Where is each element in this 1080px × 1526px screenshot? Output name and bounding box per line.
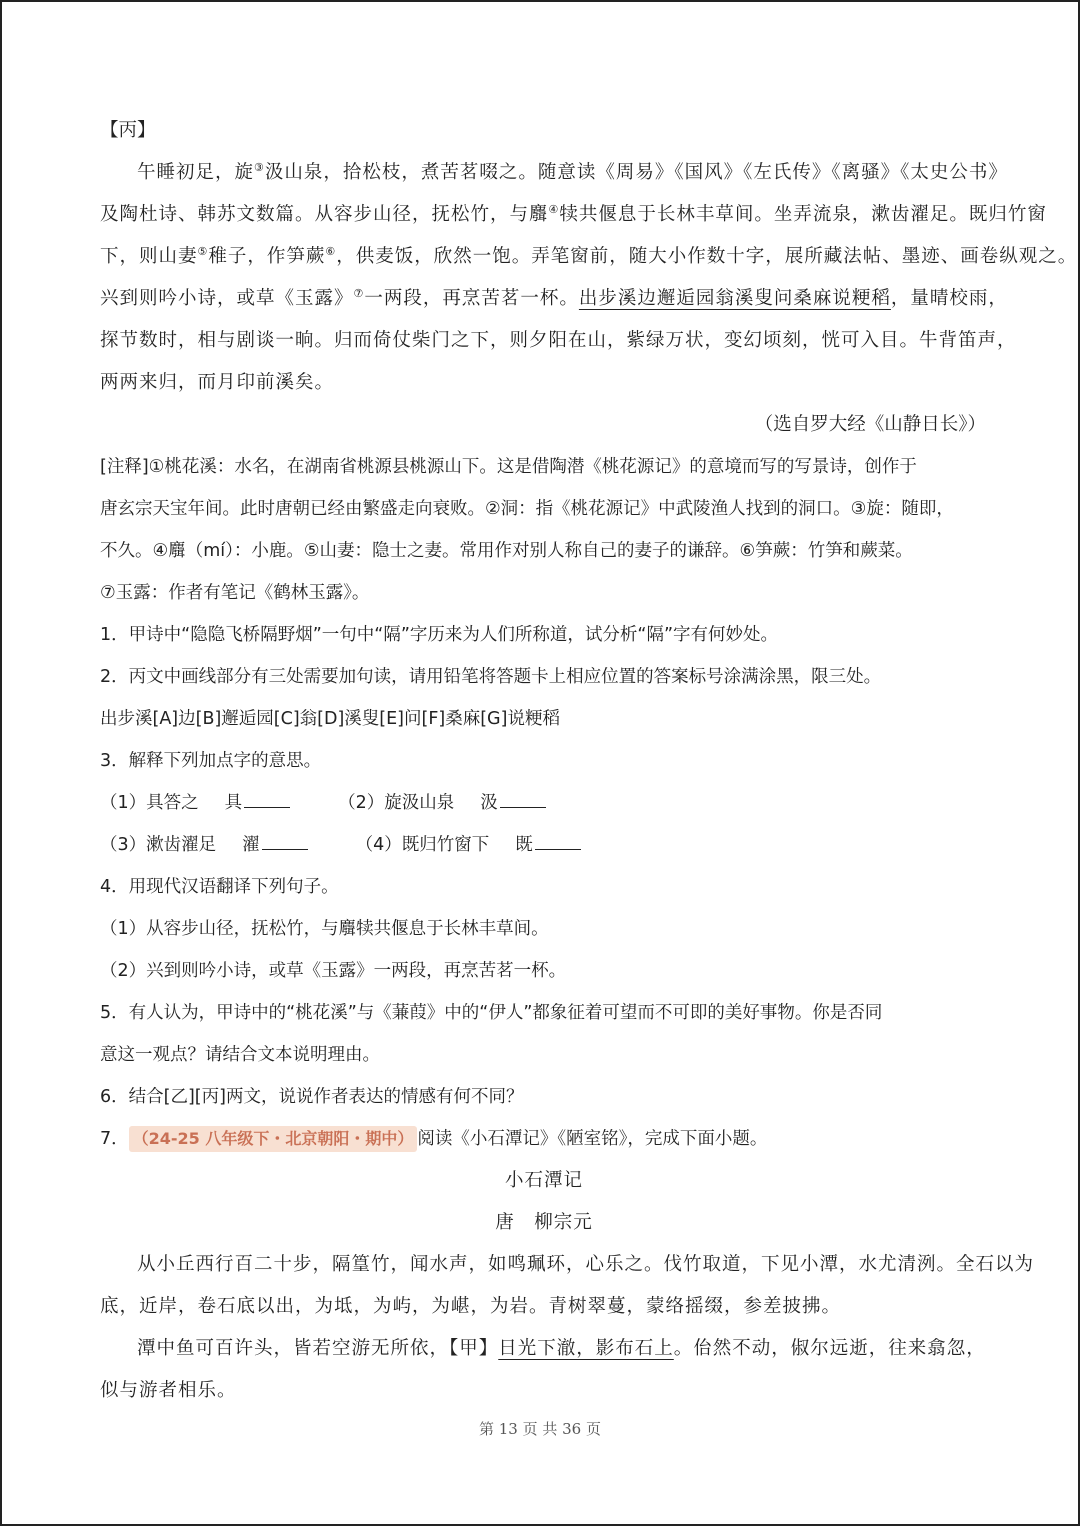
passage-line: 午睡初足，旋③汲山泉，拾松枝，煮苦茗啜之。随意读《周易》《国风》《左氏传》《离骚》《太史公书》 <box>137 160 1008 183</box>
source-badge[interactable]: （24-25 八年级下・北京朝阳・期中） <box>129 1126 418 1152</box>
question-7: 7． （24-25 八年级下・北京朝阳・期中） 阅读《小石潭记》《陋室铭》，完成下面小题。 <box>100 1118 988 1160</box>
underlined-phrase: 日光下澈，影布石上 <box>498 1338 674 1359</box>
underlined-phrase: 出步溪边邂逅园翁溪叟问桑麻说粳稻 <box>578 288 891 309</box>
passage-line: 潭中鱼可百许头，皆若空游无所依，【甲】日光下澈，影布石上。佁然不动，俶尔远逝，往来翕忽， <box>137 1338 986 1359</box>
answer-blank[interactable] <box>244 789 290 808</box>
page-number: 第 13 页 共 36 页 <box>478 1420 601 1438</box>
question-3-row-2: （3）漱齿濯足 濯 （4）既归竹窗下 既 <box>100 824 988 866</box>
question-4: 4．用现代汉语翻译下列句子。 <box>100 877 339 897</box>
question-1: 1．甲诗中“隐隐飞桥隔野烟”一句中“隔”字历来为人们所称道，试分析“隔”字有何妙处。 <box>100 625 779 645</box>
answer-blank[interactable] <box>535 831 581 850</box>
question-3: 3．解释下列加点字的意思。 <box>100 751 322 771</box>
answer-blank[interactable] <box>262 831 308 850</box>
note-line: 唐玄宗天宝年间。此时唐朝已经由繁盛走向衰败。②洞：指《桃花源记》中武陵渔人找到的洞口。③旋：随即， <box>100 499 954 519</box>
page-content <box>100 110 1078 1412</box>
note-line: ⑦玉露：作者有笔记《鹤林玉露》。 <box>100 583 370 603</box>
passage-line: 从小丘西行百二十步，隔篁竹，闻水声，如鸣珮环，心乐之。伐竹取道，下见小潭，水尤清洌。全石以为 <box>137 1254 1035 1275</box>
question-3-row-1: （1）具答之 具 （2）旋汲山泉 汲 <box>100 782 988 824</box>
passage-line: 兴到则吟小诗，或草《玉露》⑦一两段，再烹苦茗一杯。出步溪边邂逅园翁溪叟问桑麻说粳稻，量晴校雨， <box>100 286 1008 309</box>
question-2: 2．丙文中画线部分有三处需要加句读，请用铅笔将答题卡上相应位置的答案标号涂满涂黑，限三处。 <box>100 667 882 687</box>
questions <box>100 614 988 1160</box>
note-line: [注释]①桃花溪：水名，在湖南省桃源县桃源山下。这是借陶潜《桃花源记》的意境而写的写景诗，创作于 <box>100 457 917 477</box>
passage-source: （选自罗大经《山静日长》） <box>754 414 986 435</box>
passage-line: 探节数时，相与剧谈一晌。归而倚仗柴门之下，则夕阳在山，紫绿万状，变幻顷刻，恍可入目。牛背笛声， <box>100 330 1017 351</box>
passage-bing <box>100 152 1078 404</box>
passage-line: 两两来归，而月印前溪矣。 <box>100 372 335 393</box>
question-5-cont: 意这一观点？请结合文本说明理由。 <box>100 1045 380 1065</box>
question-6: 6．结合[乙][丙]两文，说说作者表达的情感有何不同？ <box>100 1087 524 1107</box>
section-label: 【丙】 <box>100 120 156 141</box>
passage-author: 唐 柳宗元 <box>495 1212 593 1233</box>
question-4-2: （2）兴到则吟小诗，或草《玉露》一两段，再烹苦茗一杯。 <box>100 961 567 981</box>
passage-line: 及陶杜诗、韩苏文数篇。从容步山径，抚松竹，与麛④犊共偃息于长林丰草间。坐弄流泉，漱齿濯足。既归竹窗 <box>100 202 1047 225</box>
passage-line: 底，近岸，卷石底以出，为坻，为屿，为嵁，为岩。青树翠蔓，蒙络摇缀，参差披拂。 <box>100 1296 842 1317</box>
passage-title: 小石潭记 <box>504 1170 583 1191</box>
question-4-1: （1）从容步山径，抚松竹，与麛犊共偃息于长林丰草间。 <box>100 919 549 939</box>
passage-line: 似与游者相乐。 <box>100 1380 237 1401</box>
question-2-options: 出步溪[A]边[B]邂逅园[C]翁[D]溪叟[E]问[F]桑麻[G]说粳稻 <box>100 709 560 729</box>
note-line: 不久。④麛（mí）：小鹿。⑤山妻：隐士之妻。常用作对别人称自己的妻子的谦辞。⑥笋蕨：竹笋和蕨菜。 <box>100 541 913 561</box>
passage-xiaoshitan <box>100 1160 1035 1412</box>
answer-blank[interactable] <box>500 789 546 808</box>
notes <box>100 446 988 614</box>
passage-line: 下，则山妻⑤稚子，作笋蕨⑥，供麦饭，欣然一饱。弄笔窗前，随大小作数十字，展所藏法帖、墨迹、画卷纵观之。 <box>100 244 1078 267</box>
question-5: 5．有人认为，甲诗中的“桃花溪”与《蒹葭》中的“伊人”都象征着可望而不可即的美好事物。你是否同 <box>100 1003 883 1023</box>
